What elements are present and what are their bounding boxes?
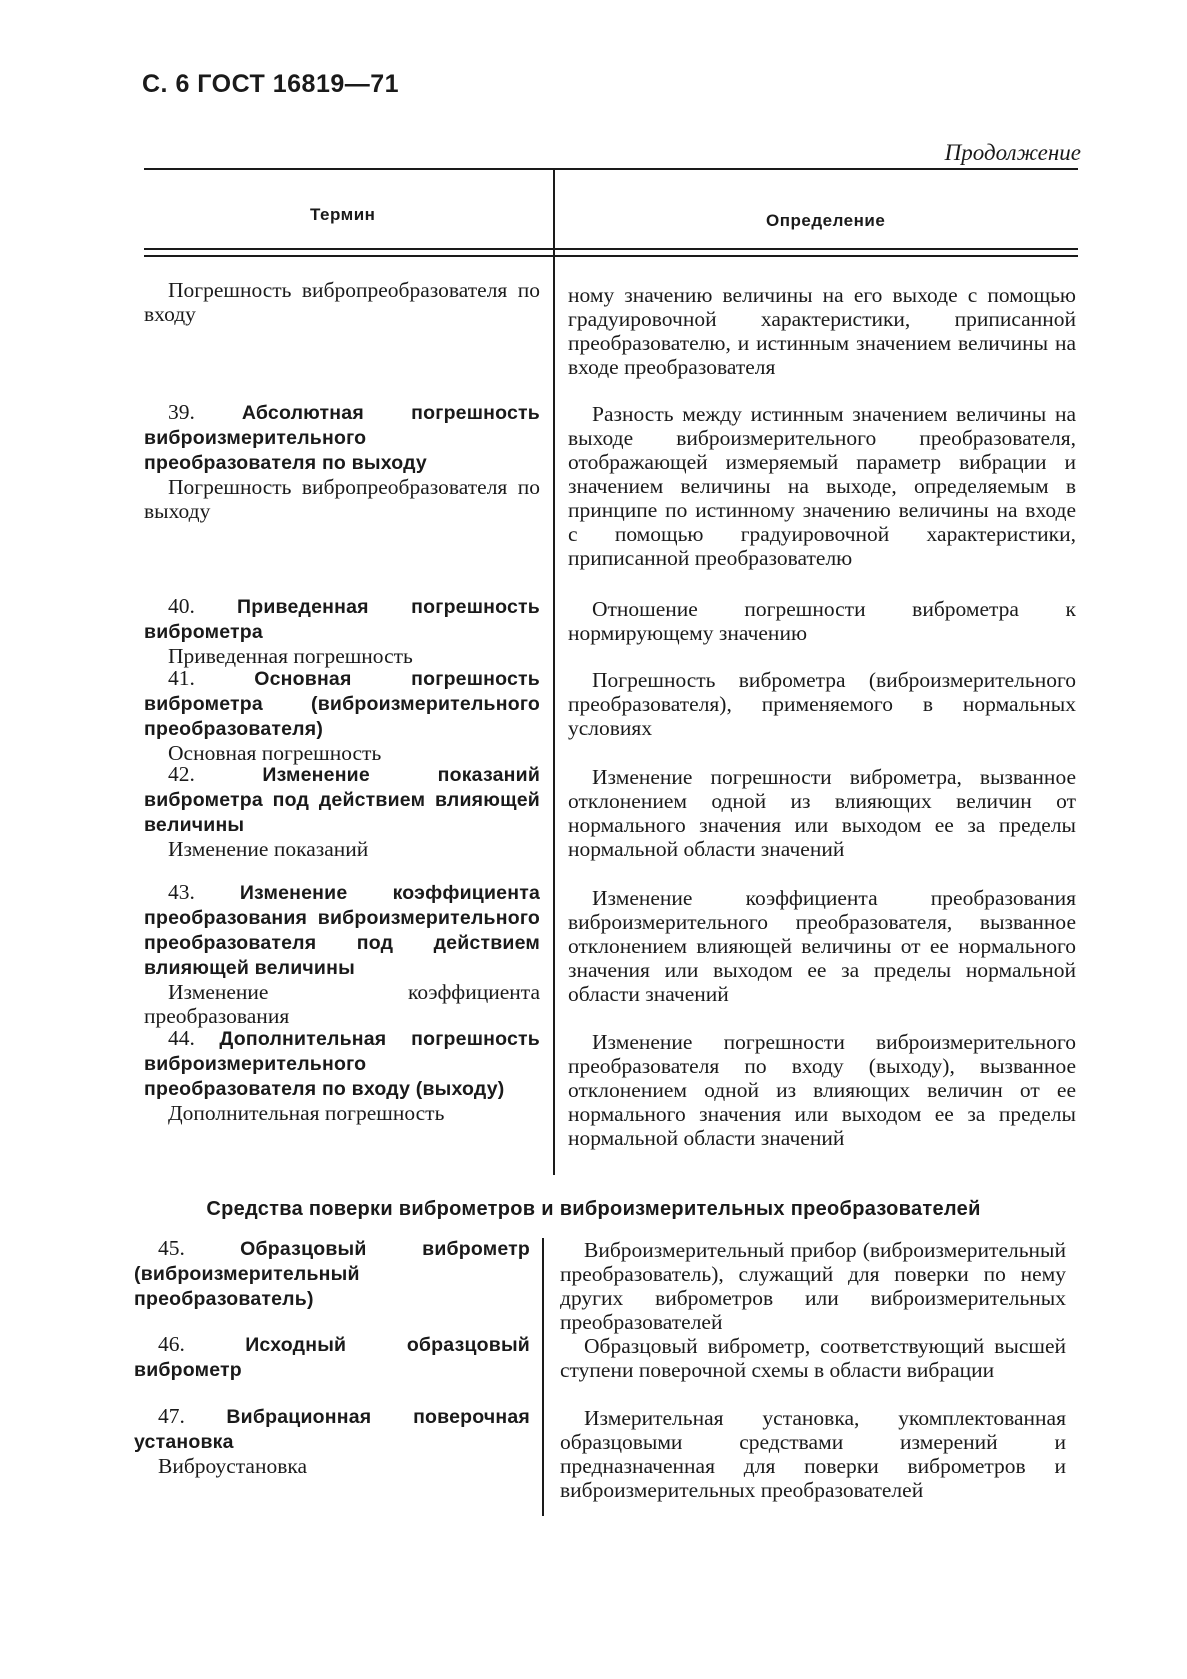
term-name: Изменение коэффициента преобразования виброизмерительного преобразователя под действием влияющей величины — [144, 882, 541, 979]
term-number: 42. — [168, 762, 195, 786]
term-number: 41. — [168, 666, 195, 690]
term-name: Основная погрешность виброметра (виброизмерительного преобразователя) — [144, 668, 540, 740]
term-cell — [144, 666, 540, 765]
term-number: 43. — [168, 880, 195, 904]
term-synonym: Изменение показаний — [168, 837, 369, 861]
term-name: Исходный образцовый виброметр — [134, 1334, 530, 1381]
definition-cell: Изменение коэффициента преобразования виброизмерительного преобразователя, вызванное отклонением влияющей величины от ее нормального значения или выходом ее за пределы нормальной области значений — [568, 886, 1076, 1006]
definition-cell: Отношение погрешности виброметра к нормирующему значению — [568, 597, 1076, 645]
term-cell — [144, 400, 540, 523]
term-name: Вибрационная поверочная установка — [134, 1406, 531, 1453]
term-synonym: Погрешность вибропреобразователя по входу — [144, 278, 540, 326]
section-title: Средства поверки виброметров и виброизмерительных преобразователей — [206, 1198, 981, 1220]
definition-cell: Погрешность виброметра (виброизмерительного преобразователя), применяемого в нормальных условиях — [568, 668, 1076, 740]
term-name: Абсолютная погрешность виброизмерительного преобразователя по выходу — [144, 402, 540, 474]
definition-cell: Измерительная установка, укомплектованная образцовыми средствами измерений и предназначенная для поверки виброметров и виброизмерительных преобразователей — [560, 1406, 1066, 1502]
term-name: Приведенная погрешность виброметра — [144, 596, 540, 643]
term-number: 40. — [168, 594, 195, 618]
term-number: 45. — [158, 1236, 185, 1260]
column-header-term: Термин — [310, 205, 376, 224]
term-synonym: Основная погрешность — [168, 741, 382, 765]
term-cell — [144, 1026, 540, 1125]
term-number: 39. — [168, 400, 195, 424]
term-synonym: Погрешность вибропреобразователя по выходу — [144, 475, 540, 523]
definition-cell: Образцовый виброметр, соответствующий высшей ступени поверочной схемы в области вибрации — [560, 1334, 1066, 1382]
header-rule-2 — [144, 255, 1078, 257]
definition-cell: Разность между истинным значением величины на выходе виброизмерительного преобразователя, отображающей измеряемый параметр вибрации и значением величины на выходе, определяемым в принципе по истинному значению величины на входе с помощью градуировочной характеристики, приписанной преобразователю — [568, 402, 1076, 570]
term-name: Образцовый виброметр (виброизмерительный преобразователь) — [134, 1238, 530, 1310]
term-synonym: Дополнительная погрешность — [168, 1101, 445, 1125]
term-synonym: Приведенная погрешность — [168, 644, 413, 668]
term-synonym: Изменение коэффициента преобразования — [144, 980, 540, 1028]
term-cell — [134, 1404, 530, 1478]
table-top-rule — [144, 168, 1078, 170]
column-header-definition: Определение — [766, 211, 886, 230]
term-cell — [144, 762, 540, 861]
term-cell — [144, 880, 540, 1028]
term-number: 44. — [168, 1026, 195, 1050]
continuation-label: Продолжение — [944, 140, 1081, 165]
term-name: Изменение показаний виброметра под действием влияющей величины — [144, 764, 541, 836]
term-cell — [134, 1236, 530, 1311]
definition-cell: Изменение погрешности виброизмерительного преобразователя по входу (выходу), вызванное отклонением одной из влияющих величин от ее нормального значения или выходом ее за пределы нормальной области значений — [568, 1030, 1076, 1150]
term-cell — [144, 278, 540, 326]
term-number: 46. — [158, 1332, 185, 1356]
term-cell — [134, 1332, 530, 1382]
term-number: 47. — [158, 1404, 185, 1428]
header-rule-1 — [144, 248, 1078, 250]
term-name: Дополнительная погрешность виброизмерительного преобразователя по входу (выходу) — [144, 1028, 540, 1100]
page-header: С. 6 ГОСТ 16819—71 — [142, 70, 400, 98]
term-synonym: Виброустановка — [158, 1454, 308, 1478]
definition-cell: Изменение погрешности виброметра, вызванное отклонением одной из влияющих величин от нормального значения или выходом ее за пределы нормальной области значений — [568, 765, 1076, 861]
definition-cell: ному значению величины на его выходе с помощью градуировочной характеристики, приписанной преобразователю, и истинным значением величины на входе преобразователя — [568, 283, 1076, 379]
column-divider-section — [542, 1238, 544, 1516]
definition-cell: Виброизмерительный прибор (виброизмерительный преобразователь), служащий для поверки по нему других виброметров или виброизмерительных преобразователей — [560, 1238, 1066, 1334]
term-cell — [144, 594, 540, 668]
column-divider — [553, 170, 555, 1175]
